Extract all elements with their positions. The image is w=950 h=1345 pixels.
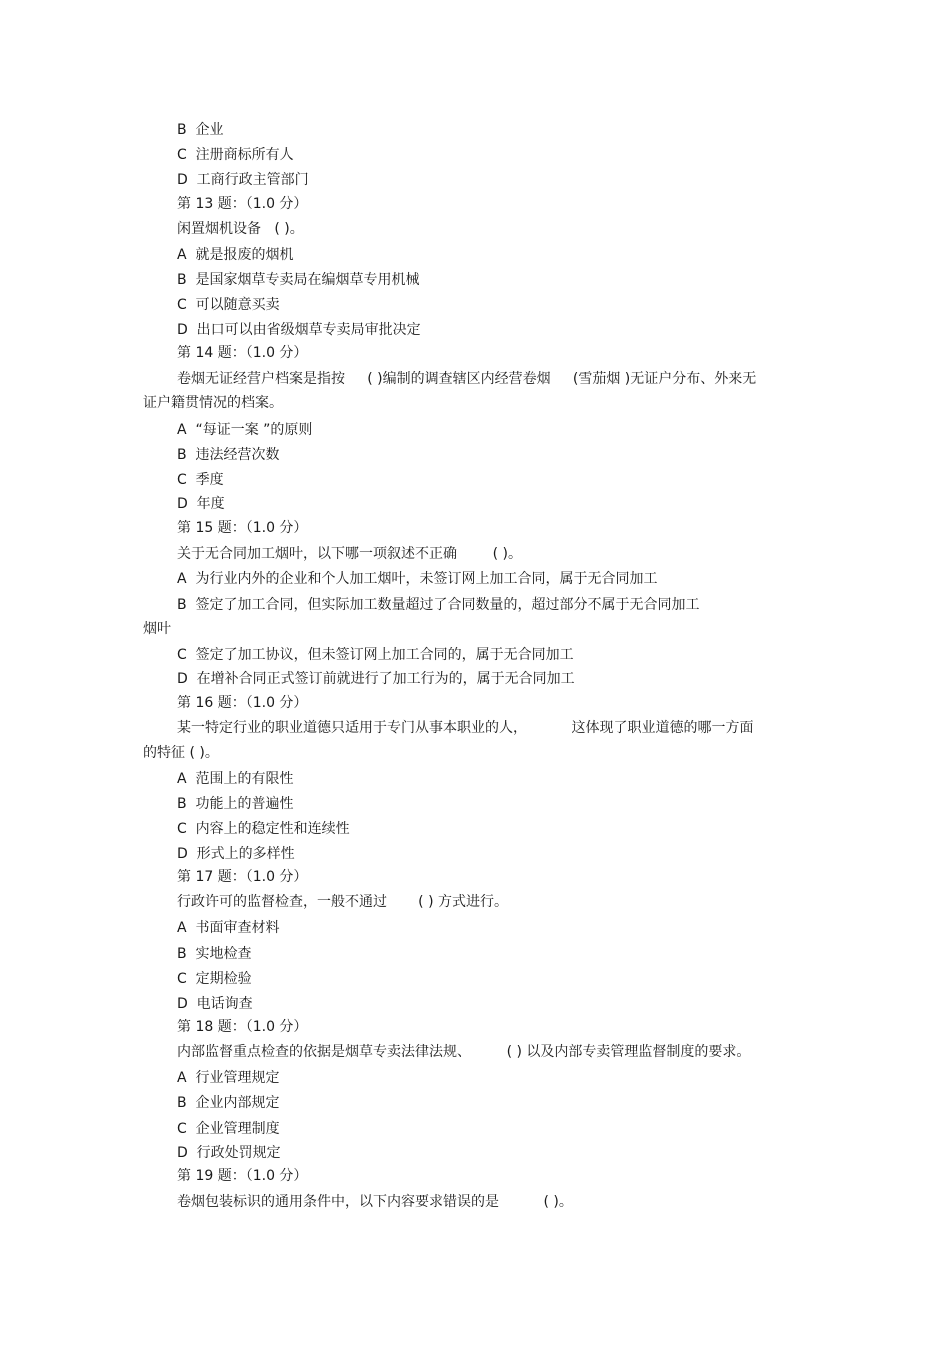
option-a: A 行业管理规定 [177, 1070, 280, 1086]
question-header: 第 16 题：（1.0 分） [177, 695, 308, 711]
option-b: B 功能上的普遍性 [177, 796, 294, 812]
question-text: 内部监督重点检查的依据是烟草专卖法律法规、 ( ) 以及内部专卖管理监督制度的要求。 [177, 1044, 751, 1060]
option-a: A 为行业内外的企业和个人加工烟叶，未签订网上加工合同，属于无合同加工 [177, 571, 658, 587]
question-text: 卷烟包装标识的通用条件中，以下内容要求错误的是 ( )。 [177, 1194, 573, 1210]
option-a: A 书面审查材料 [177, 920, 280, 936]
question-text: 关于无合同加工烟叶，以下哪一项叙述不正确 ( )。 [177, 546, 522, 562]
option-d: D 出口可以由省级烟草专卖局审批决定 [177, 322, 421, 338]
question-header: 第 15 题：（1.0 分） [177, 520, 308, 536]
option-c: C 可以随意买卖 [177, 297, 280, 313]
option-b: B 企业内部规定 [177, 1095, 280, 1111]
question-header: 第 19 题：（1.0 分） [177, 1168, 308, 1184]
question-header: 第 14 题：（1.0 分） [177, 345, 308, 361]
option-c: C 注册商标所有人 [177, 147, 294, 163]
question-text: 行政许可的监督检查，一般不通过 ( ) 方式进行。 [177, 894, 508, 910]
option-c: C 签定了加工协议，但未签订网上加工合同的，属于无合同加工 [177, 647, 574, 663]
option-c: C 季度 [177, 472, 224, 488]
option-d: D 工商行政主管部门 [177, 172, 309, 188]
question-text: 闲置烟机设备 ( )。 [177, 221, 304, 237]
option-d: D 在增补合同正式签订前就进行了加工行为的，属于无合同加工 [177, 671, 575, 687]
question-header: 第 17 题：（1.0 分） [177, 869, 308, 885]
option-b-continued: 烟叶 [143, 621, 171, 637]
option-a: A 就是报废的烟机 [177, 247, 294, 263]
question-text-continued: 证户籍贯情况的档案。 [143, 395, 283, 411]
option-a: A “每证一案 ”的原则 [177, 422, 313, 438]
option-c: C 企业管理制度 [177, 1121, 280, 1137]
option-d: D 形式上的多样性 [177, 846, 295, 862]
option-d: D 年度 [177, 496, 225, 512]
option-b: B 企业 [177, 122, 224, 138]
option-a: A 范围上的有限性 [177, 771, 294, 787]
option-b: B 签定了加工合同，但实际加工数量超过了合同数量的，超过部分不属于无合同加工 [177, 597, 700, 613]
option-d: D 行政处罚规定 [177, 1145, 281, 1161]
question-text-continued: 的特征 ( )。 [143, 745, 219, 761]
option-c: C 定期检验 [177, 971, 252, 987]
option-c: C 内容上的稳定性和连续性 [177, 821, 350, 837]
question-text: 卷烟无证经营户档案是指按 ( )编制的调查辖区内经营卷烟 (雪茄烟 )无证户分布、外来无 [177, 371, 757, 387]
option-b: B 实地检查 [177, 946, 252, 962]
question-header: 第 13 题：（1.0 分） [177, 196, 308, 212]
question-header: 第 18 题：（1.0 分） [177, 1019, 308, 1035]
option-d: D 电话询查 [177, 996, 253, 1012]
question-text: 某一特定行业的职业道德只适用于专门从事本职业的人， 这体现了职业道德的哪一方面 [177, 720, 754, 736]
option-b: B 是国家烟草专卖局在编烟草专用机械 [177, 272, 420, 288]
option-b: B 违法经营次数 [177, 447, 280, 463]
